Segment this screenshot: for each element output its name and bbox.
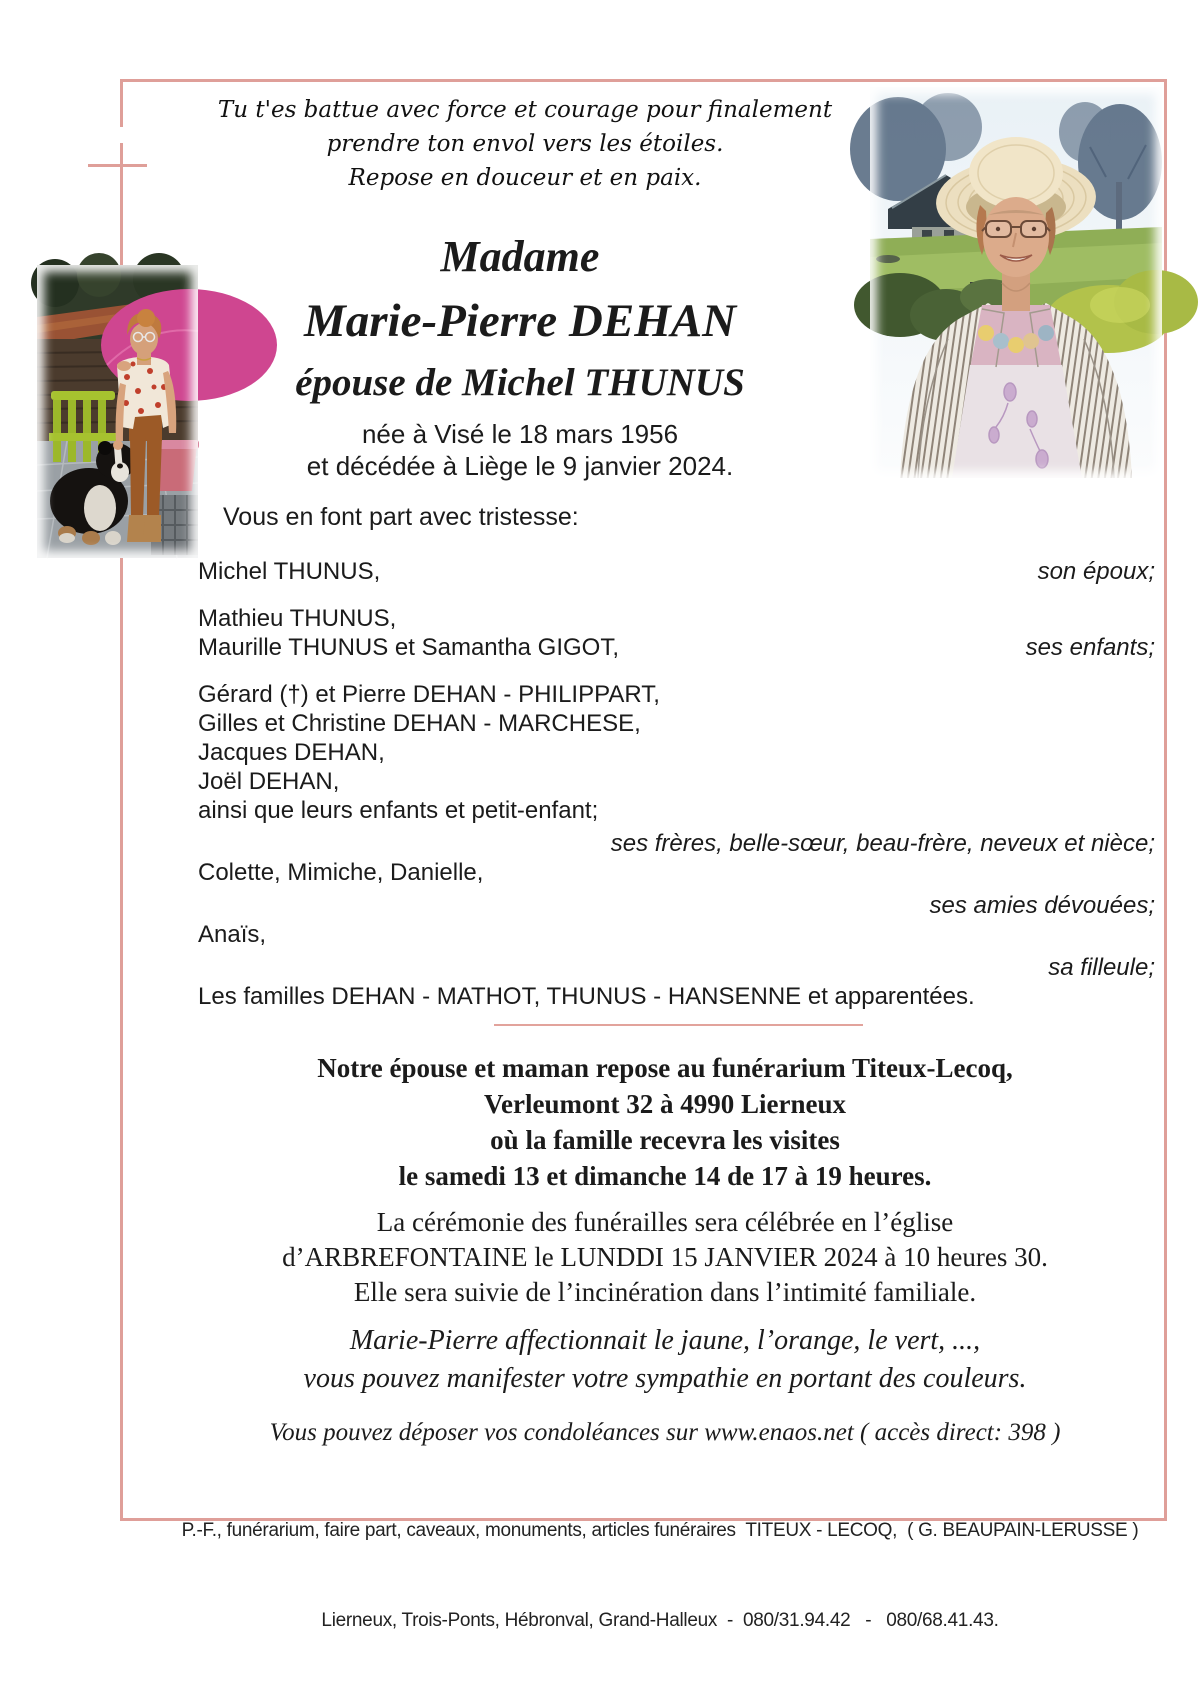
family-names: Maurille THUNUS et Samantha GIGOT, (198, 634, 620, 661)
family-names: Colette, Mimiche, Danielle, (198, 859, 484, 886)
family-row (198, 633, 1155, 662)
death-line: et décédée à Liège le 9 janvier 2024. (306, 451, 734, 481)
epitaph-line: Tu t'es battue avec force et courage pour finalement (217, 97, 833, 123)
visitation-line: où la famille recevra les visites (490, 1125, 840, 1155)
epitaph (195, 93, 855, 195)
family-relation (483, 858, 1155, 887)
tribute-line: Marie-Pierre affectionnait le jaune, l’orange, le vert, ..., (349, 1325, 981, 1356)
family-names: ainsi que leurs enfants et petit-enfant; (198, 797, 599, 824)
family-row (198, 982, 1155, 1011)
family-relation (385, 738, 1155, 767)
family-relation: son époux; (1037, 558, 1155, 585)
photo-portrait-straw-hat (870, 87, 1162, 478)
family-relation (660, 680, 1155, 709)
family-row (198, 738, 1155, 767)
family-list (198, 557, 1155, 1011)
family-row (198, 767, 1155, 796)
family-names: Mathieu THUNUS, (198, 605, 397, 632)
tribute-note (170, 1322, 1160, 1398)
family-relation: ses frères, belle-sœur, beau-frère, neveux et nièce; (610, 830, 1155, 857)
family-relation (266, 920, 1155, 949)
family-row (198, 680, 1155, 709)
birth-line: née à Visé le 18 mars 1956 (361, 419, 679, 449)
family-relation: ses enfants; (1025, 634, 1155, 661)
family-relation (598, 796, 1155, 825)
deceased-name: Marie-Pierre DEHAN (303, 295, 737, 347)
family-names: Anaïs, (198, 921, 267, 948)
family-relation (396, 604, 1155, 633)
photo-woman-with-dog-image (37, 265, 198, 558)
family-row (198, 604, 1155, 633)
section-divider (494, 1024, 863, 1026)
family-row (198, 709, 1155, 738)
family-row (198, 858, 1155, 887)
family-names: Gérard (†) et Pierre DEHAN - PHILIPPART, (198, 681, 660, 708)
visitation-line: le samedi 13 et dimanche 14 de 17 à 19 heures. (398, 1161, 932, 1191)
photo-woman-with-dog (37, 265, 198, 558)
deceased-title: Madame (440, 232, 600, 281)
family-names: Joël DEHAN, (198, 768, 340, 795)
family-row (198, 891, 1155, 920)
epitaph-line: Repose en douceur et en paix. (348, 165, 702, 191)
family-relation (339, 767, 1155, 796)
family-names: Michel THUNUS, (198, 558, 381, 585)
visitation-line: Verleumont 32 à 4990 Lierneux (484, 1089, 846, 1119)
family-names: Les familles DEHAN - MATHOT, THUNUS - HANSENNE et apparentées. (198, 983, 975, 1010)
photo-portrait-straw-hat-image (870, 87, 1162, 478)
footer-line: Lierneux, Trois-Ponts, Hébronval, Grand-Halleux - 080/31.94.42 - 080/68.41.43. (321, 1610, 999, 1631)
funeral-home-footer (150, 1456, 1170, 1696)
family-relation: ses amies dévouées; (929, 892, 1155, 919)
visitation-line: Notre épouse et maman repose au funérarium Titeux-Lecoq, (317, 1053, 1013, 1083)
deceased-headline (195, 226, 845, 482)
ceremony-line: La cérémonie des funérailles sera célébrée en l’église (376, 1207, 954, 1237)
family-names: Jacques DEHAN, (198, 739, 385, 766)
family-row (198, 920, 1155, 949)
announcement-intro: Vous en font part avec tristesse: (223, 503, 579, 531)
ceremony-notice (170, 1205, 1160, 1310)
family-row (198, 796, 1155, 825)
footer-line: P.-F., funérarium, faire part, caveaux, monuments, articles funéraires TITEUX - LECOQ, ( G. BEAUPAIN-LERUSSE ) (181, 1520, 1139, 1541)
family-names: Gilles et Christine DEHAN - MARCHESE, (198, 710, 641, 737)
ceremony-line: Elle sera suivie de l’incinération dans l’intimité familiale. (353, 1277, 977, 1307)
visitation-notice (170, 1050, 1160, 1194)
cross-gap (118, 127, 126, 143)
deceased-spouse-line: épouse de Michel THUNUS (295, 361, 745, 404)
family-row (198, 829, 1155, 858)
ceremony-line: d’ARBREFONTAINE le LUNDDI 15 JANVIER 2024 à 10 heures 30. (282, 1242, 1048, 1272)
cross-horizontal-bar (88, 164, 147, 167)
family-row (198, 953, 1155, 982)
tribute-line: vous pouvez manifester votre sympathie en portant des couleurs. (303, 1363, 1027, 1394)
family-relation: sa filleule; (1048, 954, 1155, 981)
epitaph-line: prendre ton envol vers les étoiles. (326, 131, 724, 157)
family-relation (641, 709, 1155, 738)
condolences-note: Vous pouvez déposer vos condoléances sur www.enaos.net ( accès direct: 398 ) (269, 1419, 1061, 1446)
family-relation (975, 982, 1155, 1011)
family-row (198, 557, 1155, 586)
